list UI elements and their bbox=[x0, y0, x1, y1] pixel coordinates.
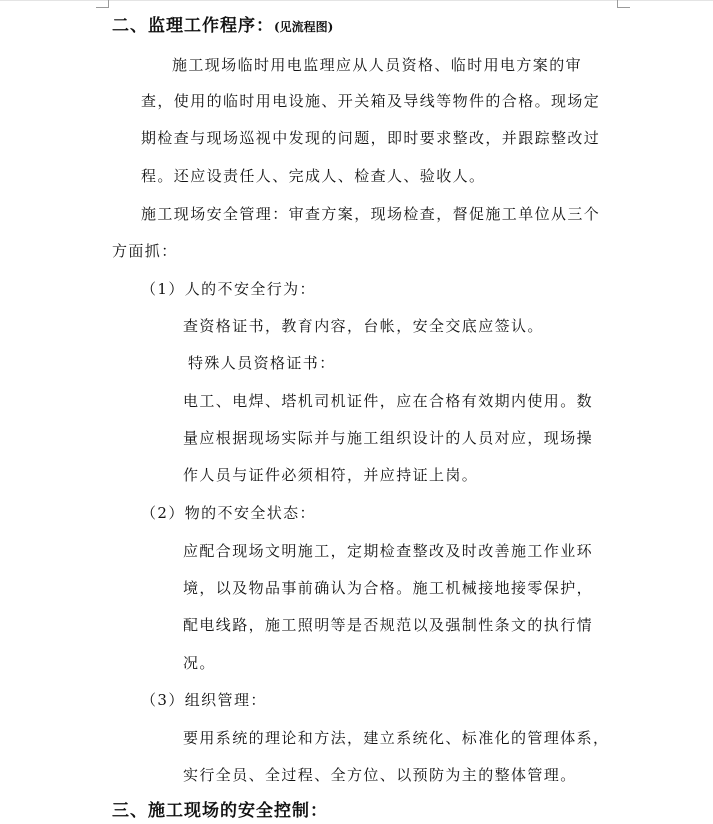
item3-label: （3）组织管理： bbox=[141, 691, 267, 709]
item1-detail-2: 量应根据现场实际并与施工组织设计的人员对应，现场操 bbox=[183, 429, 594, 447]
section-heading-3: 三、施工现场的安全控制： bbox=[112, 801, 328, 821]
item1-detail-1: 电工、电焊、塔机司机证件，应在合格有效期内使用。数 bbox=[183, 392, 594, 410]
section-heading-2-title: 二、监理工作程序： bbox=[112, 16, 274, 36]
item3-detail-1: 要用系统的理论和方法，建立系统化、标准化的管理体系， bbox=[183, 729, 610, 747]
para1-line-2: 查，使用的临时用电设施、开关箱及导线等物件的合格。现场定 bbox=[141, 92, 601, 110]
item1-label: （1）人的不安全行为： bbox=[141, 280, 316, 298]
item1-line-2: 特殊人员资格证书： bbox=[188, 354, 336, 372]
item2-detail-3: 配电线路，施工照明等是否规范以及强制性条文的执行情 bbox=[183, 616, 594, 634]
margin-corner-mark-left bbox=[96, 0, 109, 8]
section-heading-2-note: (见流程图) bbox=[274, 20, 334, 34]
para1-line-1: 施工现场临时用电监理应从人员资格、临时用电方案的审 bbox=[172, 56, 583, 74]
section-heading-2 bbox=[112, 16, 333, 37]
para2-line-2: 方面抓： bbox=[112, 242, 178, 260]
item1-line-1: 查资格证书，教育内容，台帐，安全交底应签认。 bbox=[183, 317, 544, 335]
para2-line-1: 施工现场安全管理：审查方案，现场检查，督促施工单位从三个 bbox=[141, 205, 601, 223]
item2-detail-4: 况。 bbox=[183, 654, 216, 672]
margin-corner-mark-right bbox=[617, 0, 630, 8]
item2-label: （2）物的不安全状态： bbox=[141, 504, 316, 522]
item1-detail-3: 作人员与证件必须相符，并应持证上岗。 bbox=[183, 466, 479, 484]
para1-line-4: 程。还应设责任人、完成人、检查人、验收人。 bbox=[141, 167, 486, 185]
item2-detail-1: 应配合现场文明施工，定期检查整改及时改善施工作业环 bbox=[183, 542, 594, 560]
item2-detail-2: 境，以及物品事前确认为合格。施工机械接地接零保护， bbox=[183, 579, 594, 597]
item3-detail-2: 实行全员、全过程、全方位、以预防为主的整体管理。 bbox=[183, 766, 577, 784]
para1-line-3: 期检查与现场巡视中发现的问题，即时要求整改，并跟踪整改过 bbox=[141, 129, 601, 147]
